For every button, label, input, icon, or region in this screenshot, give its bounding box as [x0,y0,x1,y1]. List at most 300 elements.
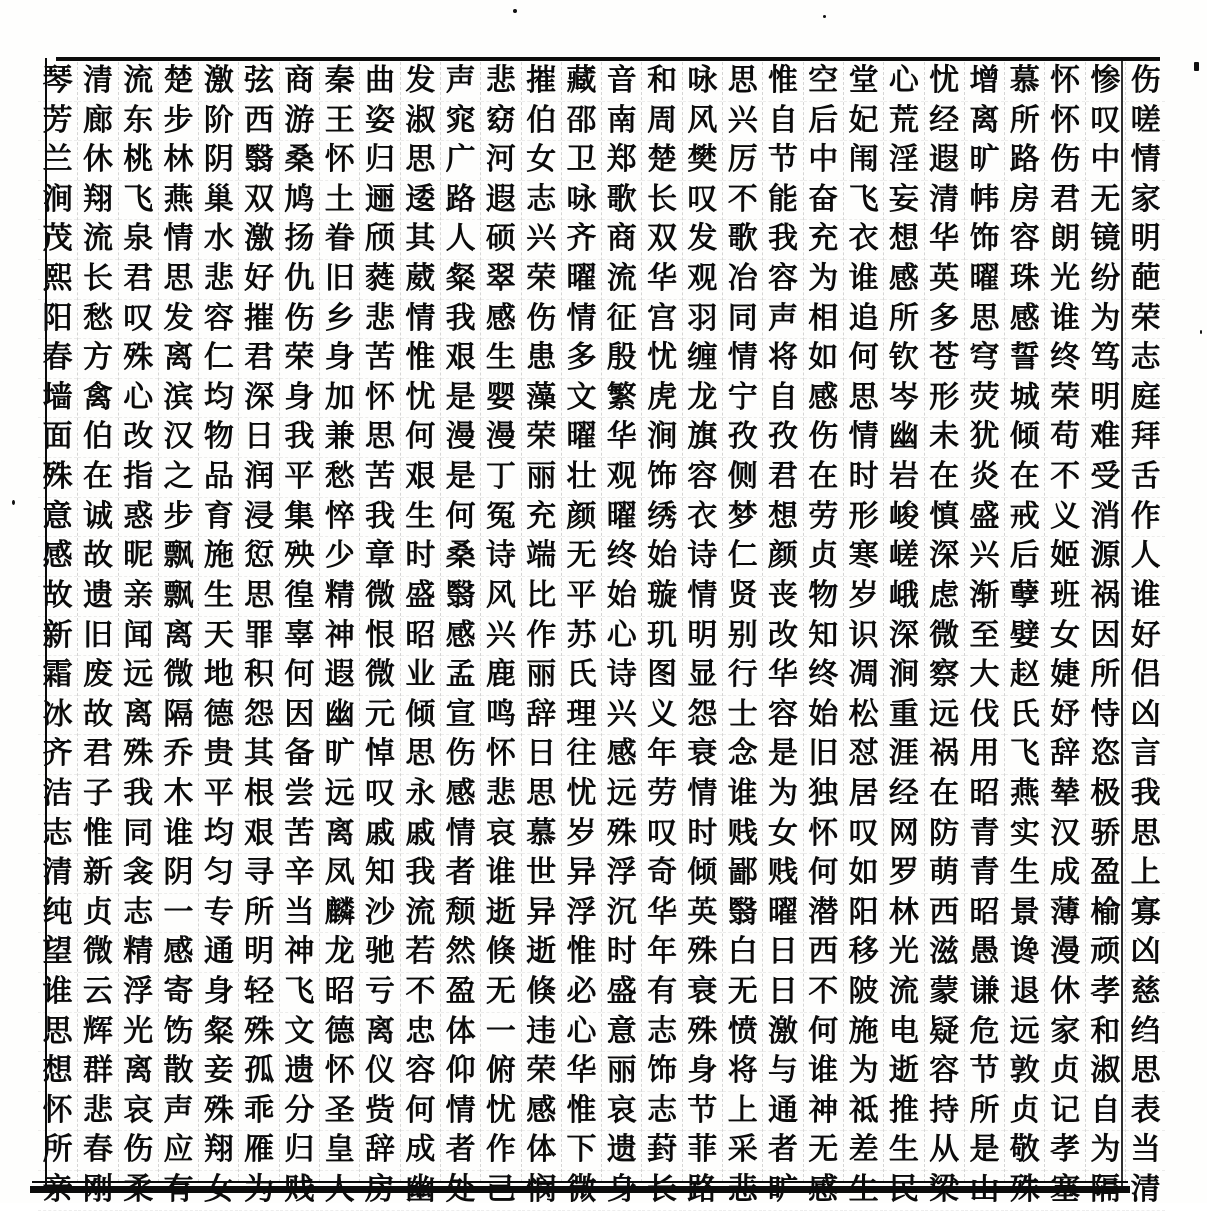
glyph-cell: 忠 [401,1013,440,1053]
glyph-cell: 生 [401,498,440,538]
glyph-cell: 精 [320,577,359,617]
glyph-cell: 歌 [602,181,641,221]
glyph-cell: 飞 [1005,735,1044,775]
glyph-cell: 辞 [1045,735,1084,775]
glyph-cell: 华 [642,260,681,300]
glyph-cell: 鄙 [723,854,762,894]
glyph-cell: 一 [159,894,198,934]
glyph-cell: 为 [844,1052,883,1092]
glyph-cell: 容 [199,300,238,340]
glyph-cell: 遐 [320,656,359,696]
glyph-cell: 伤 [441,735,480,775]
glyph-cell: 仪 [360,1052,399,1092]
glyph-cell: 流 [401,894,440,934]
glyph-cell: 翠 [481,260,520,300]
glyph-cell: 商 [280,62,319,102]
glyph-cell: 仁 [199,339,238,379]
glyph-cell: 昵 [119,537,158,577]
glyph-cell: 身 [602,1171,641,1211]
scan-speck [12,500,15,505]
glyph-cell: 至 [965,617,1004,657]
text-column-18 [440,62,480,1208]
text-column-11 [722,62,762,1208]
glyph-cell: 阴 [199,141,238,181]
glyph-cell: 旷 [965,141,1004,181]
glyph-cell: 凋 [844,656,883,696]
glyph-cell: 路 [441,181,480,221]
glyph-cell: 慎 [925,498,964,538]
glyph-cell: 有 [642,973,681,1013]
glyph-cell: 丽 [522,656,561,696]
text-column-15 [561,62,601,1208]
glyph-cell: 悼 [360,735,399,775]
glyph-cell: 行 [723,656,762,696]
glyph-cell: 情 [683,577,722,617]
glyph-cell: 后 [1005,537,1044,577]
scan-speck [823,15,826,18]
glyph-cell: 土 [320,181,359,221]
glyph-cell: 洁 [38,775,77,815]
glyph-cell: 思 [723,62,762,102]
glyph-cell: 曲 [360,62,399,102]
glyph-cell: 危 [965,1013,1004,1053]
glyph-cell: 泉 [119,220,158,260]
glyph-cell: 异 [562,854,601,894]
glyph-cell: 镜 [1086,220,1125,260]
glyph-cell: 风 [683,102,722,142]
glyph-cell: 淑 [1086,1052,1125,1092]
glyph-cell: 殊 [119,339,158,379]
glyph-cell: 防 [925,815,964,855]
glyph-cell: 燕 [159,181,198,221]
glyph-cell: 风 [481,577,520,617]
glyph-cell: 梁 [925,1171,964,1211]
glyph-cell: 文 [280,1013,319,1053]
glyph-cell: 倏 [481,933,520,973]
glyph-cell: 何 [804,1013,843,1053]
text-column-3 [1044,62,1084,1208]
glyph-cell: 君 [239,339,278,379]
text-column-23 [238,62,278,1208]
glyph-cell: 英 [925,260,964,300]
glyph-cell: 飞 [280,973,319,1013]
glyph-cell: 节 [683,1092,722,1132]
glyph-cell: 家 [1045,1013,1084,1053]
glyph-cell: 怀 [38,1092,77,1132]
glyph-cell: 乖 [239,1092,278,1132]
glyph-cell: 情 [844,418,883,458]
glyph-cell: 忧 [642,339,681,379]
glyph-cell: 尝 [280,775,319,815]
glyph-cell: 妤 [1045,696,1084,736]
glyph-cell: 思 [401,735,440,775]
glyph-cell: 清 [1126,1171,1165,1211]
glyph-cell: 察 [925,656,964,696]
glyph-cell: 倏 [522,973,561,1013]
glyph-cell: 有 [159,1171,198,1211]
glyph-cell: 不 [401,973,440,1013]
glyph-cell: 奇 [642,854,681,894]
glyph-cell: 岁 [562,815,601,855]
glyph-cell: 无 [481,973,520,1013]
glyph-cell: 顽 [1086,933,1125,973]
glyph-cell: 人 [320,1171,359,1211]
glyph-cell: 孽 [1005,577,1044,617]
glyph-cell: 殊 [1005,1171,1044,1211]
glyph-cell: 伤 [1126,62,1165,102]
glyph-cell: 愁 [78,300,117,340]
glyph-cell: 朗 [1045,220,1084,260]
glyph-cell: 因 [1086,617,1125,657]
text-column-26 [118,62,158,1208]
glyph-cell: 专 [199,894,238,934]
glyph-cell: 情 [1126,141,1165,181]
glyph-cell: 珠 [1005,260,1044,300]
glyph-cell: 平 [199,775,238,815]
glyph-cell: 情 [159,220,198,260]
glyph-cell: 逦 [360,181,399,221]
glyph-cell: 怀 [804,815,843,855]
glyph-cell: 舌 [1126,458,1165,498]
glyph-cell: 异 [522,894,561,934]
glyph-cell: 极 [1086,775,1125,815]
glyph-cell: 衾 [119,854,158,894]
glyph-cell: 堂 [844,62,883,102]
glyph-cell: 离 [159,617,198,657]
glyph-cell: 窕 [441,102,480,142]
glyph-cell: 流 [884,973,923,1013]
glyph-cell: 英 [683,894,722,934]
glyph-cell: 寒 [844,537,883,577]
glyph-cell: 不 [804,973,843,1013]
glyph-cell: 岩 [884,458,923,498]
glyph-cell: 昭 [401,617,440,657]
glyph-cell: 消 [1086,498,1125,538]
glyph-cell: 均 [199,815,238,855]
glyph-cell: 巢 [199,181,238,221]
glyph-cell: 我 [441,300,480,340]
glyph-cell: 奋 [804,181,843,221]
glyph-cell: 嵯 [884,537,923,577]
glyph-cell: 东 [119,102,158,142]
text-column-20 [359,62,399,1208]
glyph-cell: 荒 [884,102,923,142]
glyph-cell: 梦 [723,498,762,538]
glyph-cell: 山 [965,1171,1004,1211]
glyph-cell: 品 [199,458,238,498]
glyph-cell: 林 [884,894,923,934]
glyph-cell: 沙 [360,894,399,934]
glyph-cell: 遗 [602,1131,641,1171]
glyph-cell: 怀 [320,141,359,181]
glyph-cell: 情 [401,300,440,340]
glyph-cell: 双 [239,181,278,221]
glyph-cell: 昭 [320,973,359,1013]
glyph-cell: 废 [78,656,117,696]
glyph-cell: 后 [804,102,843,142]
glyph-cell: 谁 [804,1052,843,1092]
glyph-cell: 应 [159,1131,198,1171]
glyph-cell: 摧 [239,300,278,340]
glyph-cell: 德 [199,696,238,736]
glyph-cell: 隔 [1086,1171,1125,1211]
glyph-cell: 罗 [884,854,923,894]
glyph-cell: 何 [844,339,883,379]
glyph-cell: 郑 [602,141,641,181]
glyph-cell: 戒 [1005,498,1044,538]
glyph-cell: 为 [239,1171,278,1211]
glyph-cell: 侧 [723,458,762,498]
glyph-cell: 志 [119,894,158,934]
glyph-cell: 缠 [683,339,722,379]
glyph-cell: 荣 [280,339,319,379]
glyph-cell: 乔 [159,735,198,775]
glyph-cell: 离 [965,102,1004,142]
glyph-cell: 往 [562,735,601,775]
glyph-cell: 发 [159,300,198,340]
text-column-10 [762,62,802,1208]
glyph-cell: 想 [884,220,923,260]
glyph-cell: 所 [965,1092,1004,1132]
glyph-cell: 贞 [1045,1052,1084,1092]
glyph-cell: 清 [78,62,117,102]
glyph-cell: 敦 [1005,1052,1044,1092]
glyph-cell: 始 [804,696,843,736]
glyph-cell: 孜 [763,418,802,458]
glyph-cell: 所 [1086,656,1125,696]
glyph-cell: 伤 [119,1131,158,1171]
glyph-cell: 患 [522,339,561,379]
glyph-cell: 与 [763,1052,802,1092]
glyph-cell: 炎 [965,458,1004,498]
glyph-cell: 嬖 [1005,617,1044,657]
glyph-cell: 时 [602,933,641,973]
glyph-cell: 己 [481,1171,520,1211]
glyph-cell: 生 [844,1171,883,1211]
glyph-cell: 惟 [401,339,440,379]
glyph-cell: 宫 [642,300,681,340]
glyph-cell: 饰 [642,1052,681,1092]
glyph-cell: 忧 [481,1092,520,1132]
glyph-cell: 何 [280,656,319,696]
glyph-cell: 兰 [38,141,77,181]
glyph-cell: 盛 [602,973,641,1013]
glyph-cell: 怨 [683,696,722,736]
glyph-cell: 思 [360,418,399,458]
glyph-cell: 兼 [320,418,359,458]
glyph-cell: 分 [280,1092,319,1132]
glyph-cell: 孝 [1086,973,1125,1013]
text-column-13 [641,62,681,1208]
glyph-cell: 苦 [280,815,319,855]
glyph-cell: 日 [763,973,802,1013]
glyph-cell: 感 [804,1171,843,1211]
glyph-cell: 业 [401,656,440,696]
glyph-cell: 俯 [481,1052,520,1092]
glyph-cell: 故 [78,537,117,577]
glyph-cell: 邵 [562,102,601,142]
glyph-cell: 当 [280,894,319,934]
glyph-cell: 生 [884,1131,923,1171]
glyph-cell: 幽 [884,418,923,458]
glyph-cell: 厉 [723,141,762,181]
glyph-cell: 心 [602,617,641,657]
glyph-cell: 地 [199,656,238,696]
glyph-cell: 然 [441,933,480,973]
glyph-cell: 深 [925,537,964,577]
glyph-cell: 悯 [522,1171,561,1211]
glyph-cell: 终 [602,537,641,577]
glyph-cell: 人 [1126,537,1165,577]
glyph-cell: 远 [925,696,964,736]
glyph-cell: 纯 [38,894,77,934]
glyph-cell: 寻 [239,854,278,894]
glyph-cell: 熙 [38,260,77,300]
glyph-cell: 谁 [481,854,520,894]
glyph-cell: 悲 [481,775,520,815]
glyph-cell: 桑 [280,141,319,181]
text-column-27 [77,62,117,1208]
glyph-cell: 居 [844,775,883,815]
text-column-21 [319,62,359,1208]
glyph-cell: 汉 [159,418,198,458]
glyph-cell: 感 [159,933,198,973]
glyph-cell: 纷 [1086,260,1125,300]
text-column-14 [601,62,641,1208]
glyph-cell: 心 [562,1013,601,1053]
glyph-cell: 所 [1005,102,1044,142]
glyph-cell: 涧 [642,418,681,458]
glyph-cell: 人 [441,220,480,260]
glyph-cell: 禽 [78,379,117,419]
glyph-cell: 怀 [1045,102,1084,142]
glyph-cell: 青 [965,815,1004,855]
glyph-cell: 寄 [159,973,198,1013]
glyph-cell: 面 [38,418,77,458]
glyph-cell: 思 [159,260,198,300]
glyph-cell: 恣 [1086,735,1125,775]
glyph-cell: 曜 [965,260,1004,300]
glyph-cell: 亲 [119,577,158,617]
glyph-cell: 伤 [1045,141,1084,181]
glyph-cell: 苦 [360,458,399,498]
glyph-cell: 望 [38,933,77,973]
glyph-cell: 路 [683,1171,722,1211]
glyph-cell: 君 [78,735,117,775]
glyph-cell: 违 [522,1013,561,1053]
glyph-cell: 诗 [602,656,641,696]
glyph-cell: 苟 [1045,418,1084,458]
glyph-cell: 时 [844,458,883,498]
glyph-cell: 世 [522,854,561,894]
glyph-cell: 步 [159,498,198,538]
glyph-cell: 岁 [844,577,883,617]
glyph-cell: 饬 [159,1013,198,1053]
glyph-cell: 殊 [199,1092,238,1132]
text-column-7 [883,62,923,1208]
glyph-cell: 漫 [441,418,480,458]
glyph-cell: 何 [441,498,480,538]
glyph-cell: 眷 [320,220,359,260]
glyph-cell: 实 [1005,815,1044,855]
glyph-cell: 自 [763,102,802,142]
glyph-cell: 作 [481,1131,520,1171]
glyph-cell: 何 [804,854,843,894]
glyph-cell: 殊 [683,933,722,973]
glyph-cell: 身 [320,339,359,379]
glyph-cell: 苏 [562,617,601,657]
glyph-cell: 逶 [401,181,440,221]
glyph-cell: 显 [683,656,722,696]
glyph-cell: 叹 [844,815,883,855]
glyph-cell: 散 [159,1052,198,1092]
glyph-cell: 谁 [38,973,77,1013]
glyph-cell: 仁 [723,537,762,577]
glyph-cell: 平 [562,577,601,617]
glyph-cell: 弦 [239,62,278,102]
glyph-cell: 谁 [159,815,198,855]
glyph-cell: 充 [522,498,561,538]
glyph-cell: 多 [562,339,601,379]
glyph-cell: 旧 [804,735,843,775]
glyph-cell: 同 [119,815,158,855]
glyph-cell: 旧 [320,260,359,300]
glyph-cell: 逝 [884,1052,923,1092]
text-column-25 [158,62,198,1208]
glyph-cell: 年 [642,933,681,973]
glyph-cell: 桑 [441,537,480,577]
glyph-cell: 何 [401,418,440,458]
glyph-cell: 硕 [481,220,520,260]
glyph-cell: 形 [844,498,883,538]
glyph-cell: 贤 [723,577,762,617]
glyph-cell: 云 [78,973,117,1013]
glyph-cell: 一 [481,1013,520,1053]
glyph-cell: 丧 [763,577,802,617]
glyph-cell: 盈 [441,973,480,1013]
glyph-cell: 远 [1005,1013,1044,1053]
glyph-cell: 情 [441,815,480,855]
text-column-28 [38,62,77,1208]
glyph-cell: 兴 [602,696,641,736]
text-column-9 [803,62,843,1208]
glyph-cell: 其 [401,220,440,260]
glyph-cell: 因 [280,696,319,736]
glyph-cell: 兴 [723,102,762,142]
glyph-cell: 容 [683,458,722,498]
glyph-cell: 微 [159,656,198,696]
glyph-cell: 雁 [239,1131,278,1171]
glyph-cell: 繁 [602,379,641,419]
glyph-cell: 长 [642,181,681,221]
glyph-cell: 犹 [965,418,1004,458]
text-column-4 [1004,62,1044,1208]
glyph-cell: 体 [522,1131,561,1171]
glyph-cell: 窈 [481,102,520,142]
glyph-cell: 物 [804,577,843,617]
text-column-5 [964,62,1004,1208]
glyph-cell: 廊 [78,102,117,142]
glyph-cell: 幽 [401,1171,440,1211]
glyph-cell: 匀 [199,854,238,894]
glyph-cell: 感 [804,379,843,419]
glyph-cell: 惨 [1086,62,1125,102]
glyph-cell: 比 [522,577,561,617]
glyph-cell: 涧 [884,656,923,696]
glyph-cell: 倾 [1005,418,1044,458]
glyph-cell: 城 [1005,379,1044,419]
glyph-cell: 苦 [360,339,399,379]
